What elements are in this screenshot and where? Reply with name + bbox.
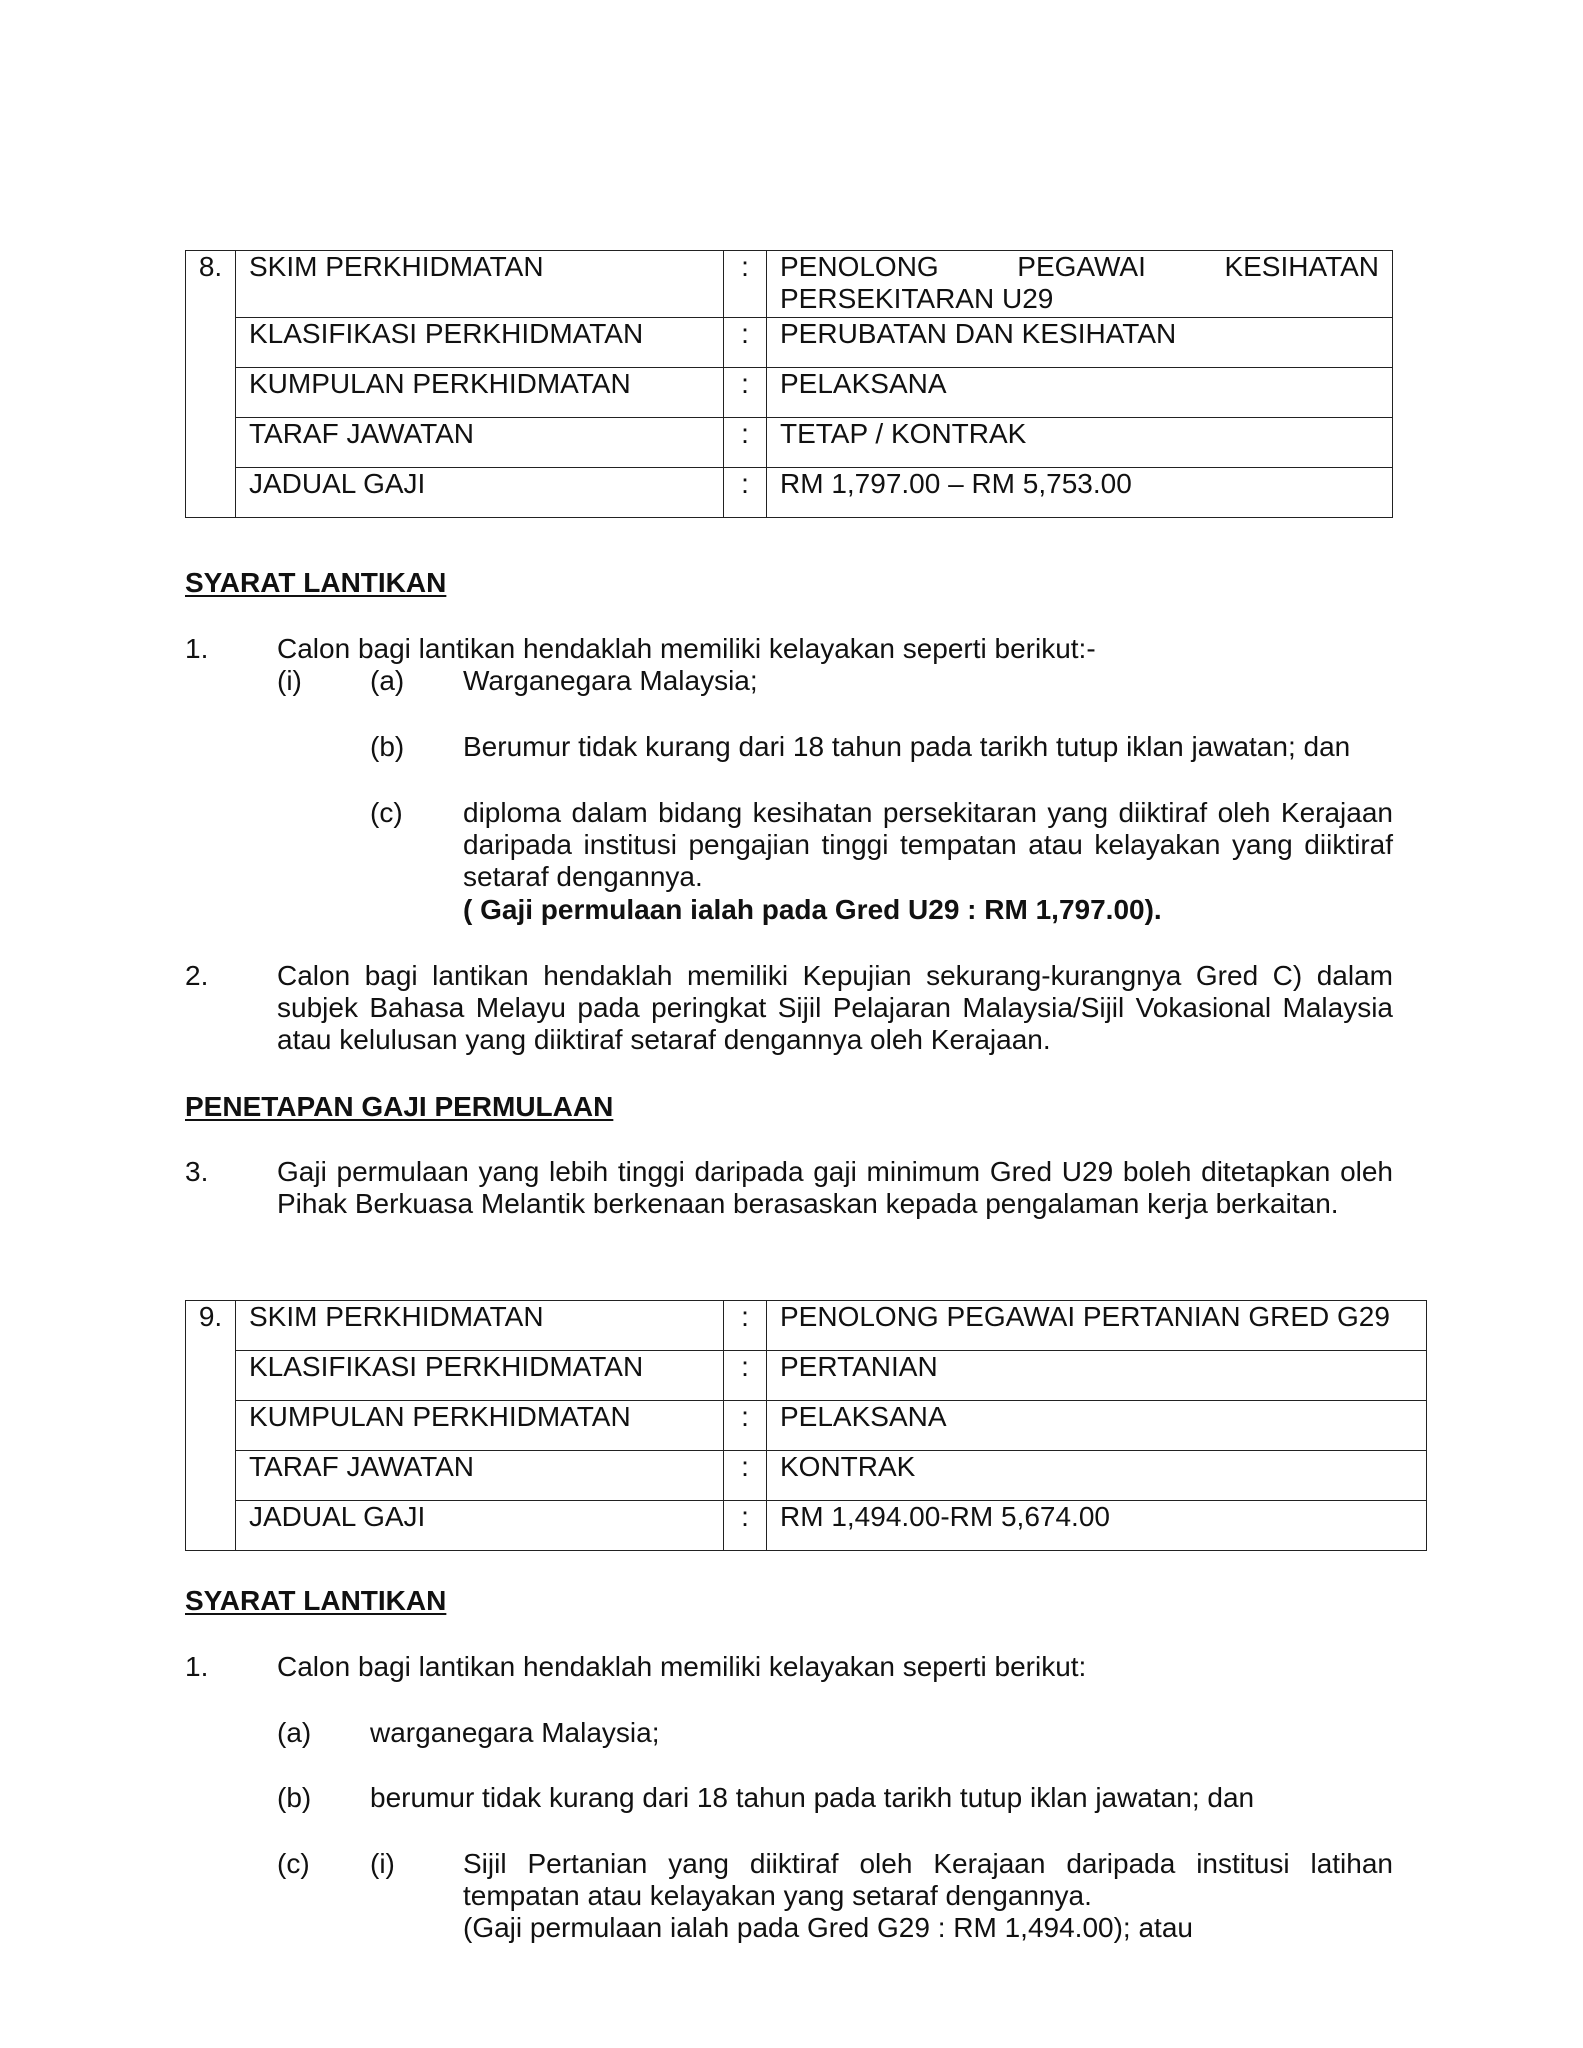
row-value: TETAP / KONTRAK	[767, 418, 1393, 468]
section-heading: SYARAT LANTIKAN	[185, 1585, 447, 1616]
item-number: 3.	[185, 1156, 209, 1187]
section-heading: PENETAPAN GAJI PERMULAAN	[185, 1091, 614, 1122]
row-value: PERTANIAN	[767, 1351, 1427, 1401]
item-text: Gaji permulaan yang lebih tinggi daripada gaji minimum Gred U29 boleh ditetapkan oleh Pihak Berkuasa Melantik berkenaan berasaskan kepada pengalaman kerja berkaitan.	[277, 1156, 1393, 1219]
row-value	[767, 251, 1393, 318]
salary-note: ( Gaji permulaan ialah pada Gred U29 : RM 1,797.00).	[463, 894, 1162, 925]
row-colon: :	[724, 368, 767, 418]
row-value: PELAKSANA	[767, 1401, 1427, 1451]
sub-text: berumur tidak kurang dari 18 tahun pada tarikh tutup iklan jawatan; dan	[370, 1782, 1255, 1813]
sub-label: (b)	[277, 1782, 312, 1813]
row-value: RM 1,797.00 – RM 5,753.00	[767, 468, 1393, 518]
sub-label: (a)	[277, 1717, 312, 1748]
section-heading: SYARAT LANTIKAN	[185, 567, 447, 598]
row-colon: :	[724, 318, 767, 368]
row-colon: :	[724, 1501, 767, 1551]
sub-text: warganegara Malaysia;	[370, 1717, 660, 1748]
table-number-cell	[186, 318, 236, 518]
row-label: JADUAL GAJI	[236, 1501, 724, 1551]
row-value: PENOLONG PEGAWAI PERTANIAN GRED G29	[767, 1301, 1427, 1351]
sub-text: Sijil Pertanian yang diiktiraf oleh Kerajaan daripada institusi latihan tempatan atau kelayakan yang setaraf dengannya.	[463, 1848, 1393, 1911]
table-number: 9.	[186, 1301, 236, 1351]
sub-label: (i)	[370, 1848, 395, 1879]
row-value: PELAKSANA	[767, 368, 1393, 418]
sub-text: Warganegara Malaysia;	[463, 665, 758, 696]
item-number: 1.	[185, 633, 209, 664]
row-label: KUMPULAN PERKHIDMATAN	[236, 368, 724, 418]
sub-text: Berumur tidak kurang dari 18 tahun pada tarikh tutup iklan jawatan; dan	[463, 731, 1351, 762]
item-text: Calon bagi lantikan hendaklah memiliki Kepujian sekurang-kurangnya Gred C) dalam subjek Bahasa Melayu pada peringkat Sijil Pelajaran Malaysia/Sijil Vokasional Malaysia atau kelulusan yang diiktiraf setaraf dengannya oleh Kerajaan.	[277, 960, 1393, 1055]
row-label: TARAF JAWATAN	[236, 418, 724, 468]
scheme-table-8	[185, 250, 1393, 518]
item-text: Calon bagi lantikan hendaklah memiliki kelayakan seperti berikut:	[277, 1651, 1087, 1682]
item-number: 2.	[185, 960, 209, 991]
row-label: KLASIFIKASI PERKHIDMATAN	[236, 318, 724, 368]
item-number: 1.	[185, 1651, 209, 1682]
table-number-cell	[186, 1351, 236, 1551]
row-colon: :	[724, 418, 767, 468]
sub-label: (i)	[277, 665, 302, 696]
sub-label: (c)	[370, 797, 403, 828]
sub-label: (c)	[277, 1848, 310, 1879]
sub-label: (b)	[370, 731, 405, 762]
salary-note: (Gaji permulaan ialah pada Gred G29 : RM 1,494.00); atau	[463, 1912, 1193, 1943]
sub-text: diploma dalam bidang kesihatan persekitaran yang diiktiraf oleh Kerajaan daripada institusi pengajian tinggi tempatan atau kelayakan yang diiktiraf setaraf dengannya.	[463, 797, 1393, 892]
item-text: Calon bagi lantikan hendaklah memiliki kelayakan seperti berikut:-	[277, 633, 1096, 664]
row-label: SKIM PERKHIDMATAN	[236, 1301, 724, 1351]
row-value: RM 1,494.00-RM 5,674.00	[767, 1501, 1427, 1551]
row-value-line: PERSEKITARAN U29	[780, 283, 1054, 314]
row-label: TARAF JAWATAN	[236, 1451, 724, 1501]
row-colon: :	[724, 251, 767, 318]
row-label: KLASIFIKASI PERKHIDMATAN	[236, 1351, 724, 1401]
row-colon: :	[724, 1451, 767, 1501]
row-label: SKIM PERKHIDMATAN	[236, 251, 724, 318]
row-colon: :	[724, 468, 767, 518]
row-colon: :	[724, 1401, 767, 1451]
row-colon: :	[724, 1301, 767, 1351]
row-value-line: PENOLONG PEGAWAI KESIHATAN	[780, 251, 1379, 282]
row-label: JADUAL GAJI	[236, 468, 724, 518]
row-label: KUMPULAN PERKHIDMATAN	[236, 1401, 724, 1451]
row-value: KONTRAK	[767, 1451, 1427, 1501]
sub-label: (a)	[370, 665, 405, 696]
row-value: PERUBATAN DAN KESIHATAN	[767, 318, 1393, 368]
scheme-table-9	[185, 1300, 1427, 1551]
row-colon: :	[724, 1351, 767, 1401]
table-number: 8.	[186, 251, 236, 318]
